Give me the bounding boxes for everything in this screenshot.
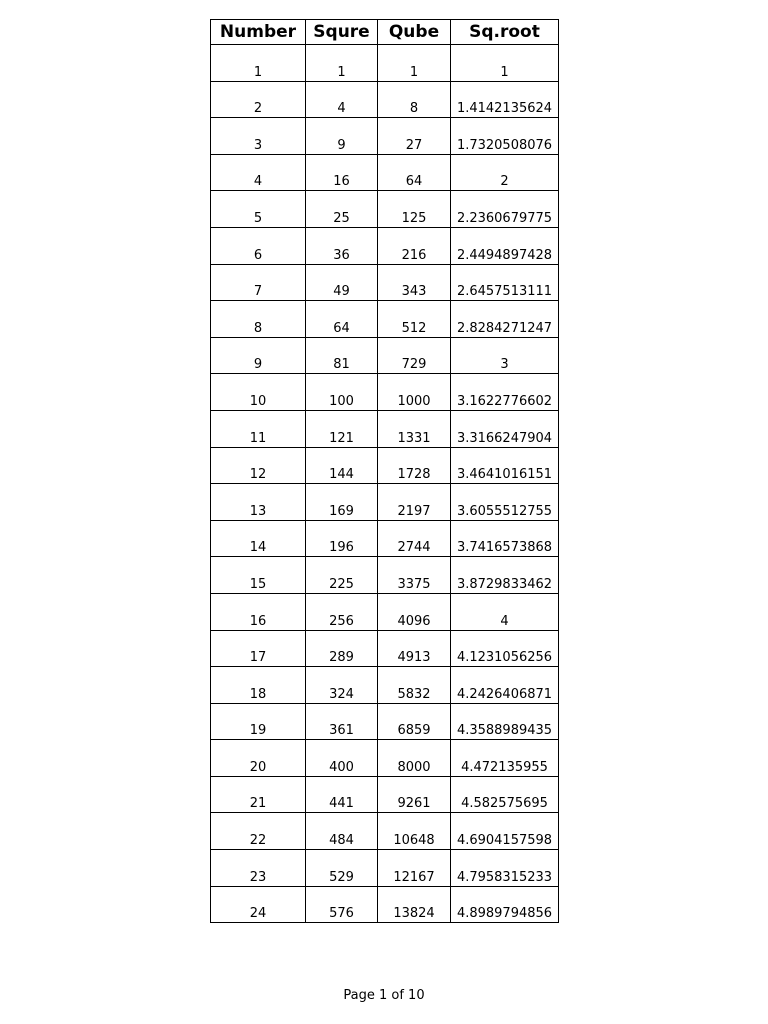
cell-cube: 512 (378, 301, 451, 338)
cell-cube: 12167 (378, 850, 451, 887)
cell-cube: 9261 (378, 776, 451, 813)
cell-cube: 4096 (378, 593, 451, 630)
cell-square: 1 (306, 45, 378, 82)
cell-cube: 2744 (378, 520, 451, 557)
cell-sqroot: 3.6055512755 (451, 484, 559, 521)
cell-cube: 1728 (378, 447, 451, 484)
cell-number: 4 (211, 154, 306, 191)
cell-number: 24 (211, 886, 306, 923)
cell-number: 2 (211, 81, 306, 118)
cell-number: 16 (211, 593, 306, 630)
table-row (211, 337, 559, 374)
cell-number: 1 (211, 45, 306, 82)
table-row (211, 557, 559, 594)
header-square: Squre (306, 20, 378, 45)
cell-square: 484 (306, 813, 378, 850)
table-row (211, 703, 559, 740)
table-row (211, 447, 559, 484)
cell-cube: 27 (378, 118, 451, 155)
cell-square: 64 (306, 301, 378, 338)
cell-sqroot: 4.582575695 (451, 776, 559, 813)
cell-sqroot: 4.6904157598 (451, 813, 559, 850)
cell-square: 400 (306, 740, 378, 777)
header-number: Number (211, 20, 306, 45)
cell-number: 14 (211, 520, 306, 557)
table-row (211, 667, 559, 704)
cell-square: 361 (306, 703, 378, 740)
header-cube: Qube (378, 20, 451, 45)
header-sqroot: Sq.root (451, 20, 559, 45)
table-row (211, 484, 559, 521)
cell-square: 289 (306, 630, 378, 667)
cell-cube: 1331 (378, 410, 451, 447)
cell-number: 6 (211, 227, 306, 264)
table-body (211, 45, 559, 923)
table-row (211, 886, 559, 923)
cell-square: 9 (306, 118, 378, 155)
data-table (210, 19, 559, 923)
cell-number: 7 (211, 264, 306, 301)
cell-number: 13 (211, 484, 306, 521)
cell-square: 16 (306, 154, 378, 191)
table-row (211, 118, 559, 155)
cell-sqroot: 3.8729833462 (451, 557, 559, 594)
cell-square: 121 (306, 410, 378, 447)
table-row (211, 191, 559, 228)
cell-square: 81 (306, 337, 378, 374)
cell-sqroot: 3.1622776602 (451, 374, 559, 411)
cell-cube: 2197 (378, 484, 451, 521)
cell-square: 144 (306, 447, 378, 484)
cell-square: 256 (306, 593, 378, 630)
table-row (211, 227, 559, 264)
cell-square: 36 (306, 227, 378, 264)
cell-cube: 6859 (378, 703, 451, 740)
cell-sqroot: 4.3588989435 (451, 703, 559, 740)
cell-number: 15 (211, 557, 306, 594)
cell-sqroot: 4.7958315233 (451, 850, 559, 887)
cell-cube: 64 (378, 154, 451, 191)
cell-sqroot: 4.472135955 (451, 740, 559, 777)
cell-sqroot: 4.1231056256 (451, 630, 559, 667)
table-row (211, 410, 559, 447)
cell-number: 19 (211, 703, 306, 740)
cell-number: 20 (211, 740, 306, 777)
cell-square: 324 (306, 667, 378, 704)
cell-sqroot: 1.4142135624 (451, 81, 559, 118)
cell-number: 23 (211, 850, 306, 887)
cell-number: 12 (211, 447, 306, 484)
cell-square: 441 (306, 776, 378, 813)
cell-square: 25 (306, 191, 378, 228)
cell-cube: 4913 (378, 630, 451, 667)
table-row (211, 740, 559, 777)
cell-square: 576 (306, 886, 378, 923)
cell-cube: 1 (378, 45, 451, 82)
cell-number: 8 (211, 301, 306, 338)
cell-cube: 5832 (378, 667, 451, 704)
cell-number: 10 (211, 374, 306, 411)
cell-sqroot: 3.7416573868 (451, 520, 559, 557)
cell-cube: 729 (378, 337, 451, 374)
cell-cube: 3375 (378, 557, 451, 594)
cell-square: 169 (306, 484, 378, 521)
cell-sqroot: 2.4494897428 (451, 227, 559, 264)
table-row (211, 154, 559, 191)
cell-sqroot: 3.4641016151 (451, 447, 559, 484)
cell-sqroot: 4.2426406871 (451, 667, 559, 704)
cell-square: 4 (306, 81, 378, 118)
cell-cube: 8 (378, 81, 451, 118)
cell-sqroot: 2.6457513111 (451, 264, 559, 301)
cell-number: 22 (211, 813, 306, 850)
cell-square: 196 (306, 520, 378, 557)
table-row (211, 593, 559, 630)
table-row (211, 81, 559, 118)
cell-cube: 8000 (378, 740, 451, 777)
cell-number: 9 (211, 337, 306, 374)
cell-cube: 10648 (378, 813, 451, 850)
cell-sqroot: 2 (451, 154, 559, 191)
table-row (211, 264, 559, 301)
cell-sqroot: 4 (451, 593, 559, 630)
cell-cube: 1000 (378, 374, 451, 411)
page-number: Page 1 of 10 (343, 988, 425, 1003)
cell-sqroot: 3 (451, 337, 559, 374)
cell-sqroot: 3.3166247904 (451, 410, 559, 447)
cell-sqroot: 1.7320508076 (451, 118, 559, 155)
cell-sqroot: 1 (451, 45, 559, 82)
cell-number: 11 (211, 410, 306, 447)
cell-number: 5 (211, 191, 306, 228)
table-header-row (211, 20, 559, 45)
cell-sqroot: 2.2360679775 (451, 191, 559, 228)
table-row (211, 630, 559, 667)
table-row (211, 45, 559, 82)
cell-square: 225 (306, 557, 378, 594)
cell-square: 100 (306, 374, 378, 411)
cell-square: 529 (306, 850, 378, 887)
cell-cube: 216 (378, 227, 451, 264)
table-row (211, 520, 559, 557)
table-row (211, 850, 559, 887)
cell-cube: 125 (378, 191, 451, 228)
table-row (211, 374, 559, 411)
cell-number: 21 (211, 776, 306, 813)
cell-sqroot: 2.8284271247 (451, 301, 559, 338)
table-row (211, 776, 559, 813)
cell-number: 3 (211, 118, 306, 155)
table-row (211, 301, 559, 338)
cell-sqroot: 4.8989794856 (451, 886, 559, 923)
cell-cube: 343 (378, 264, 451, 301)
table-row (211, 813, 559, 850)
cell-number: 18 (211, 667, 306, 704)
cell-cube: 13824 (378, 886, 451, 923)
cell-number: 17 (211, 630, 306, 667)
cell-square: 49 (306, 264, 378, 301)
